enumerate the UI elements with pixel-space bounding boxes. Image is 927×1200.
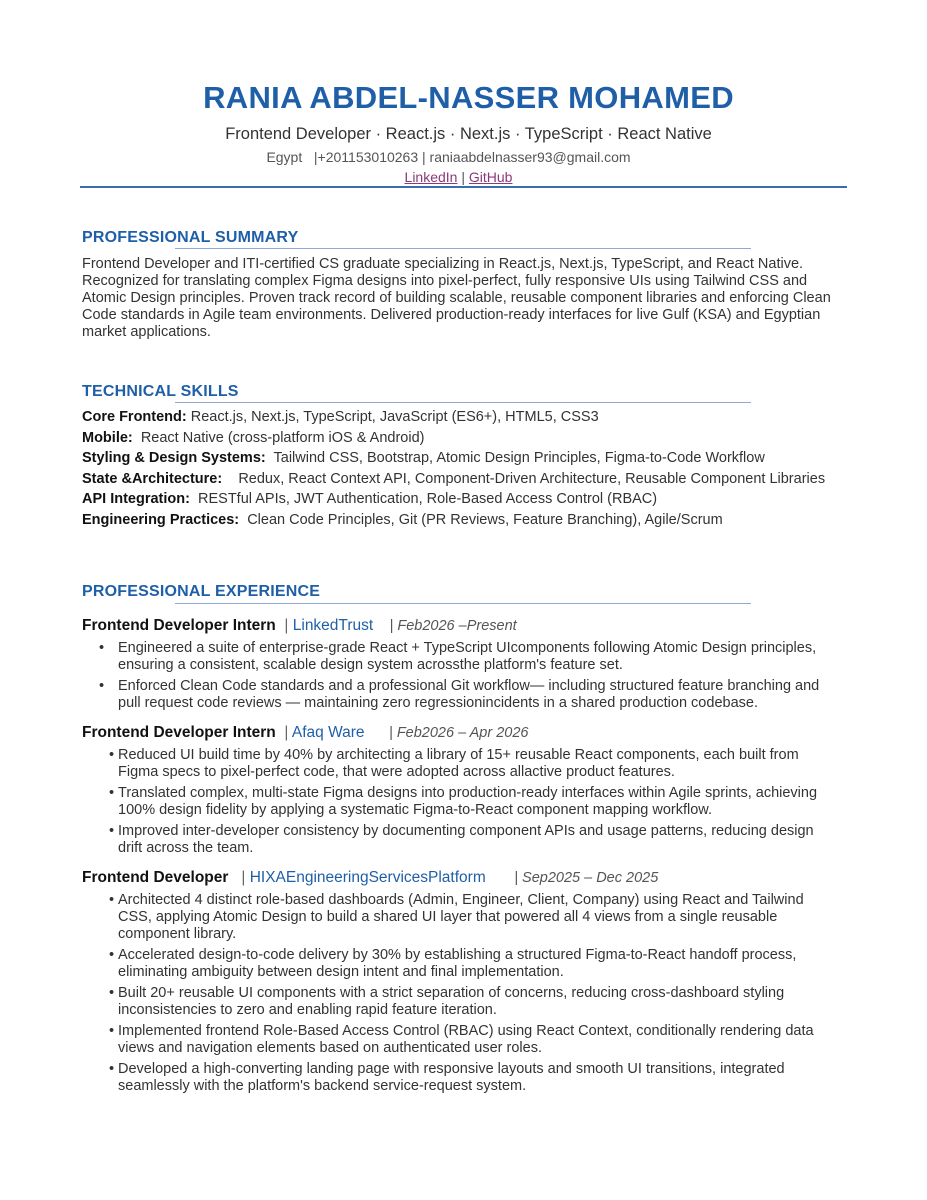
job-header <box>82 617 842 635</box>
skill-row <box>82 491 852 508</box>
job-role: Frontend Developer Intern <box>82 617 276 634</box>
job-company: HIXAEngineeringServicesPlatform <box>249 869 486 886</box>
job-bullet: • Reduced UI build time by 40% by architecting a library of 15+ reusable React components, each built from Figma specs to pixel-perfect code, that were adopted across allactive product features. <box>82 747 822 781</box>
job-bullet: • Engineered a suite of enterprise-grade React + TypeScript UIcomponents following Atomic Design principles, ensuring a consistent, scalable design system acrossthe platform's feature set. <box>82 640 822 674</box>
skill-label: Mobile: <box>82 429 133 446</box>
skills-heading: TECHNICAL SKILLS <box>82 383 239 400</box>
job-bullet: • Implemented frontend Role-Based Access Control (RBAC) using React Context, conditionally rendering data views and navigation elements based on authenticated user roles. <box>82 1023 822 1057</box>
header-divider <box>80 186 847 188</box>
skill-row <box>82 471 852 488</box>
job-date-range: | Feb2026 –Present <box>377 618 517 634</box>
skill-row <box>82 450 852 467</box>
job-header <box>82 869 842 887</box>
skill-value: React.js, Next.js, TypeScript, JavaScript (ES6+), HTML5, CSS3 <box>190 409 599 425</box>
job-role: Frontend Developer <box>82 869 229 886</box>
job-bullets <box>82 747 822 861</box>
candidate-name: RANIA ABDEL-NASSER MOHAMED <box>203 80 734 115</box>
skill-label: Styling & Design Systems: <box>82 450 266 466</box>
job-separator: | <box>280 724 289 741</box>
experience-heading: PROFESSIONAL EXPERIENCE <box>82 583 321 600</box>
contact-line <box>0 149 897 165</box>
skills-list <box>82 409 852 532</box>
job-date-range: | Feb2026 – Apr 2026 <box>368 725 529 741</box>
skills-divider <box>175 402 751 403</box>
job-separator: | <box>232 869 246 886</box>
skill-label: Core Frontend: <box>82 409 187 425</box>
github-link[interactable]: GitHub <box>468 169 513 185</box>
job-bullet: • Translated complex, multi-state Figma designs into production-ready interfaces within Agile sprints, achieving 100% design fidelity by applying a systematic Figma-to-React component mapping workflow. <box>82 785 822 819</box>
skill-label: API Integration: <box>82 491 190 507</box>
summary-divider <box>175 248 751 249</box>
job-bullet: • Developed a high-converting landing page with responsive layouts and smooth UI transitions, integrated seamlessly with the platform's backend service-request system. <box>82 1061 822 1095</box>
job-bullet: • Improved inter-developer consistency by documenting component APIs and usage patterns, reducing design drift across the team. <box>82 823 822 857</box>
email: | raniaabdelnasser93@gmail.com <box>422 149 631 165</box>
job-date: Feb2026 – Apr 2026 <box>396 725 529 741</box>
job-company: LinkedTrust <box>292 617 374 634</box>
experience-divider <box>175 603 751 604</box>
skill-row <box>82 430 852 447</box>
job-bullet: • Enforced Clean Code standards and a professional Git workflow— including structured feature branching and pull request code reviews — maintaining zero regressionincidents in a shared production codebase. <box>82 678 822 712</box>
location: Egypt <box>266 149 303 165</box>
job-bullets <box>82 640 822 716</box>
skill-value: Clean Code Principles, Git (PR Reviews, Feature Branching), Agile/Scrum <box>247 511 723 528</box>
skill-label: State &Architecture: <box>82 470 223 487</box>
link-separator: | <box>461 169 465 185</box>
job-separator: | <box>280 617 289 634</box>
skill-value: RESTful APIs, JWT Authentication, Role-Based Access Control (RBAC) <box>198 491 658 507</box>
profile-links <box>0 169 917 185</box>
job-role: Frontend Developer Intern <box>82 724 276 741</box>
skill-label: Engineering Practices: <box>82 511 240 528</box>
job-header <box>82 724 842 742</box>
job-date: Sep2025 – Dec 2025 <box>522 870 659 886</box>
headline: Frontend Developer · React.js · Next.js · TypeScript · React Native <box>225 125 712 143</box>
skill-row <box>82 409 852 426</box>
job-bullet: • Accelerated design-to-code delivery by 30% by establishing a structured Figma-to-React handoff process, eliminating ambiguity between design intent and final implementation. <box>82 947 822 981</box>
skill-value: Tailwind CSS, Bootstrap, Atomic Design Principles, Figma-to-Code Workflow <box>273 450 765 466</box>
job-date: Feb2026 –Present <box>397 618 517 634</box>
job-bullets <box>82 892 822 1099</box>
summary-text: Frontend Developer and ITI-certified CS graduate specializing in React.js, Next.js, TypeScript, and React Native. Recognized for translating complex Figma designs into pixel-perfect, fully responsive UIs using Tailwind CSS and Atomic Design principles. Proven track record of building scalable, reusable component libraries and enforcing Clean Code standards in Agile team environments. Delivered production-ready interfaces for live Gulf (KSA) and Egyptian market applications. <box>82 256 831 340</box>
summary-heading: PROFESSIONAL SUMMARY <box>82 229 299 246</box>
job-date-range: | Sep2025 – Dec 2025 <box>490 870 659 886</box>
skill-value: React Native (cross-platform iOS & Android) <box>140 429 425 446</box>
job-bullet: • Built 20+ reusable UI components with a strict separation of concerns, reducing cross-dashboard styling inconsistencies to zero and enabling rapid feature iteration. <box>82 985 822 1019</box>
job-company: Afaq Ware <box>291 724 365 741</box>
job-bullet: • Architected 4 distinct role-based dashboards (Admin, Engineer, Client, Company) using React and Tailwind CSS, applying Atomic Design to build a shared UI layer that powered all 4 views from a single reusable component library. <box>82 892 822 943</box>
skill-value: Redux, React Context API, Component-Driven Architecture, Reusable Component Libraries <box>238 470 826 487</box>
skill-row <box>82 512 852 529</box>
linkedin-link[interactable]: LinkedIn <box>404 169 458 185</box>
phone: |+201153010263 <box>313 149 419 165</box>
